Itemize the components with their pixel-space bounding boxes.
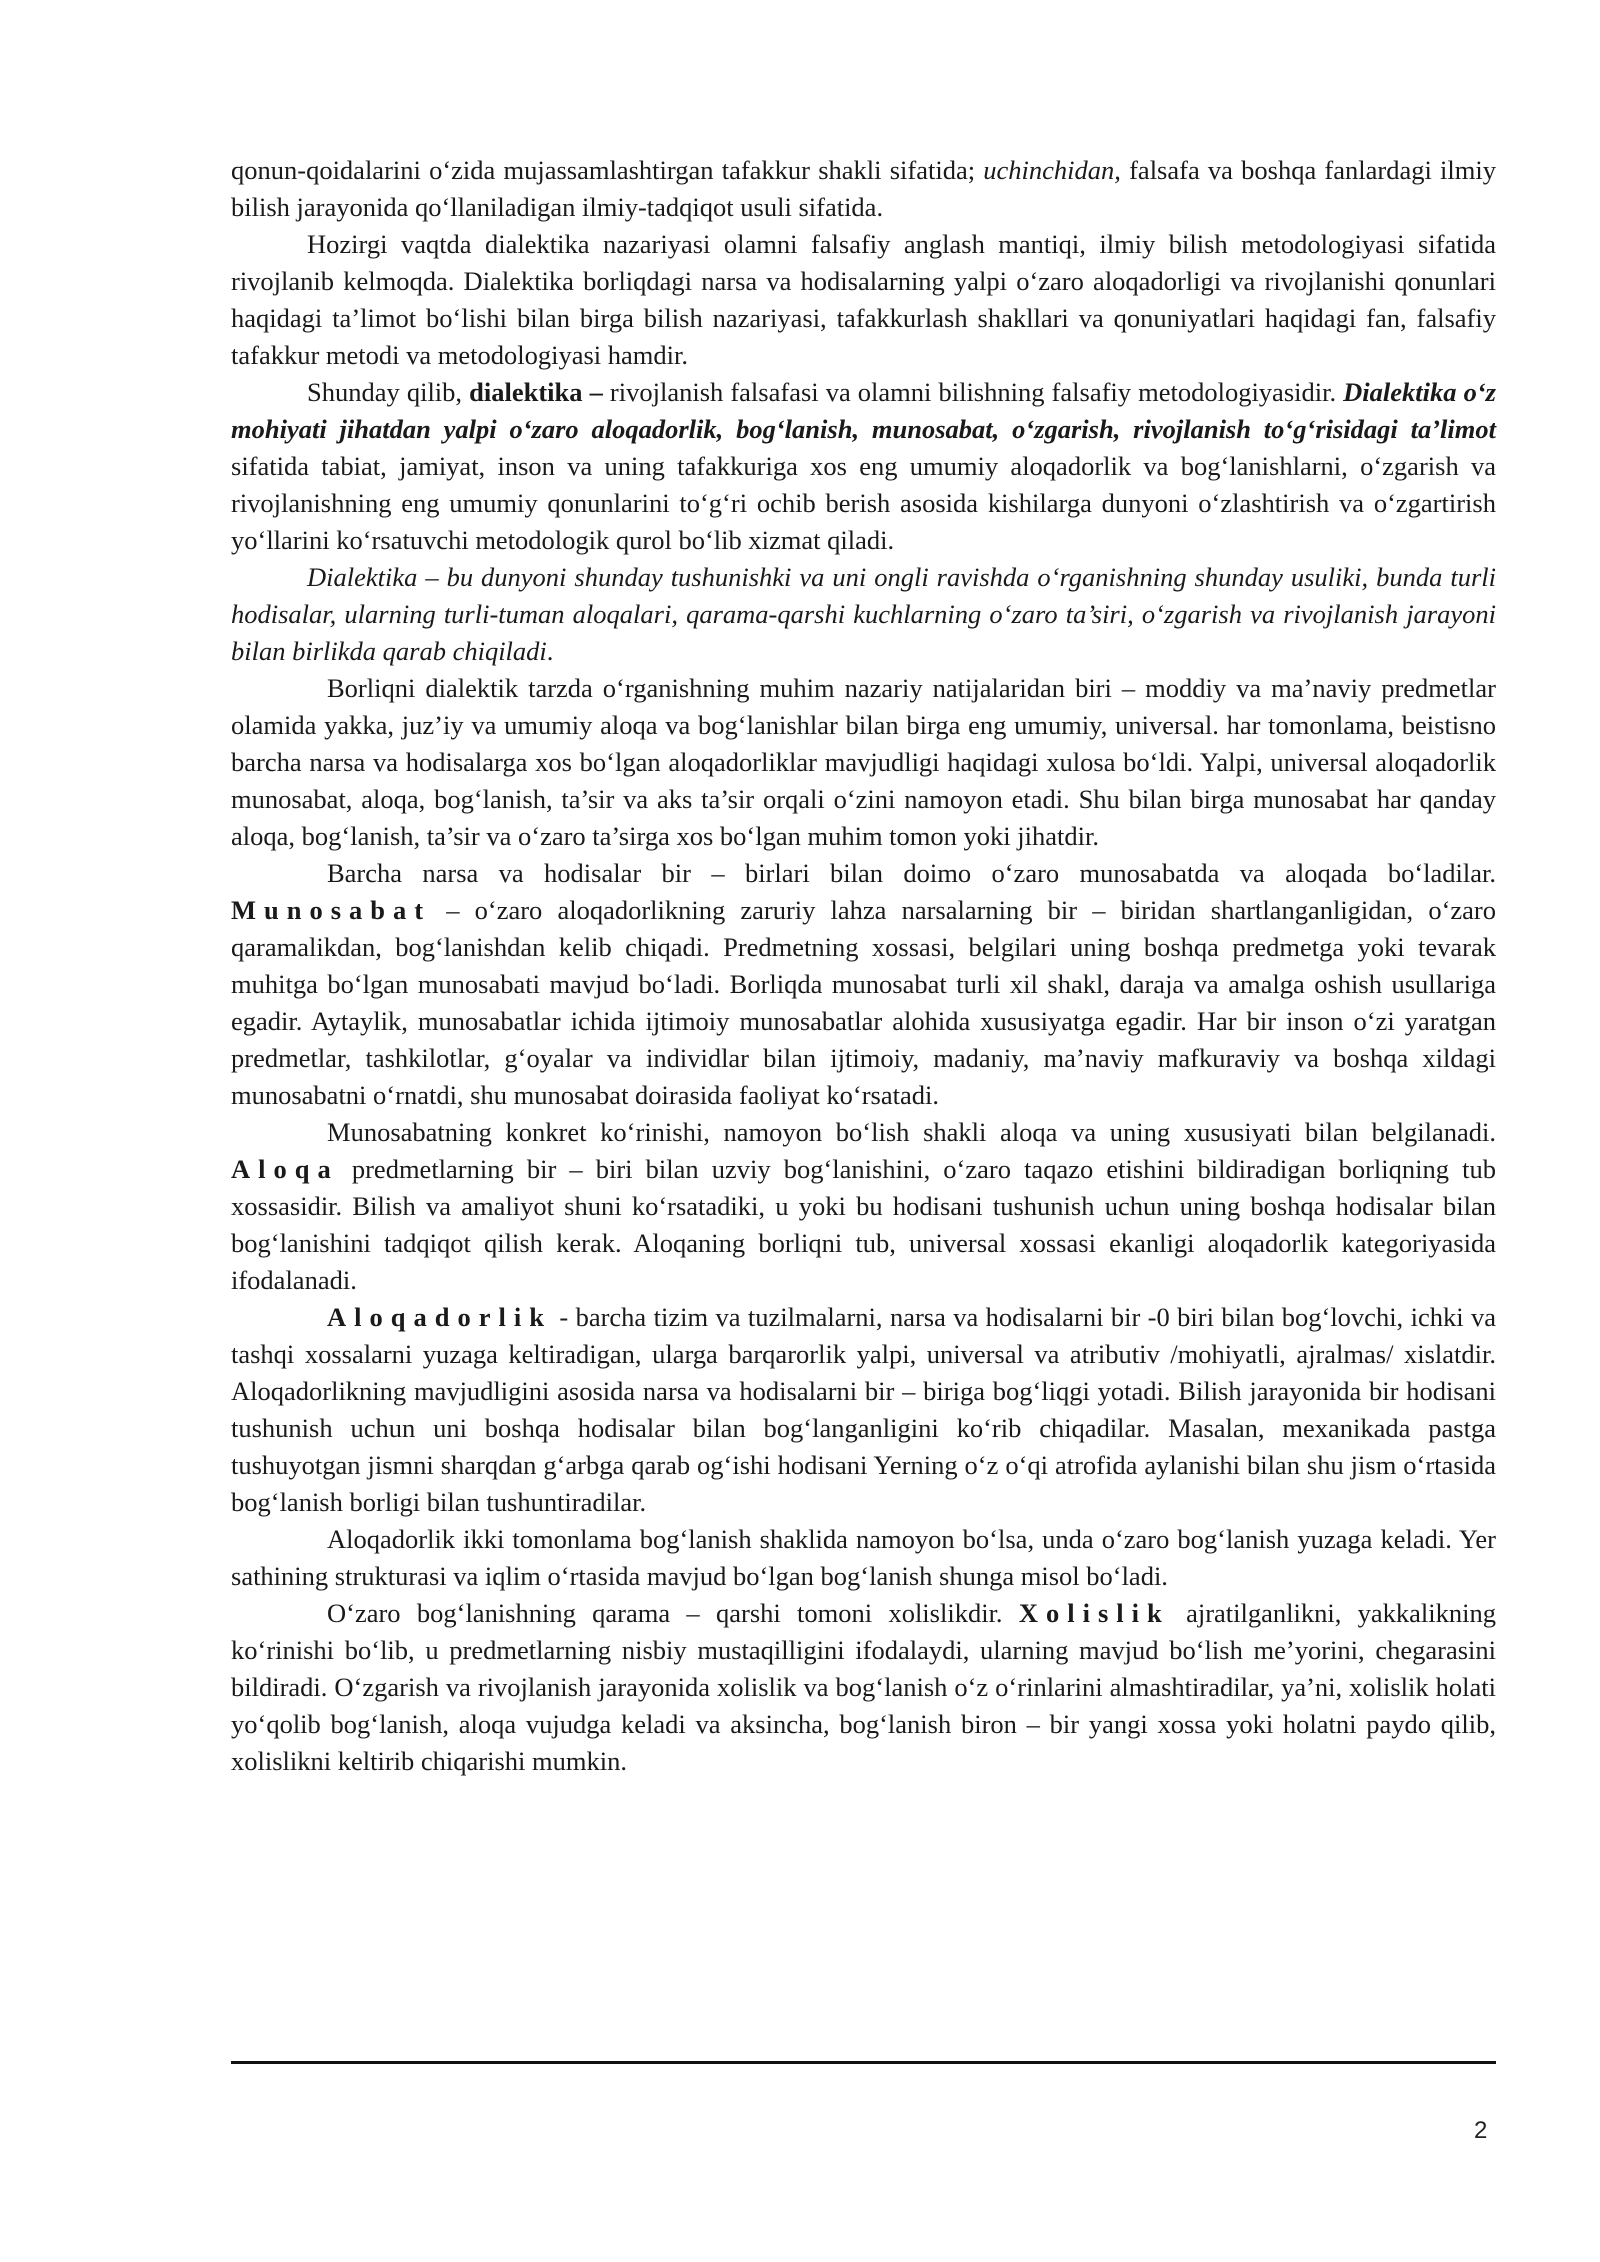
paragraph-3: [231, 374, 1496, 559]
text-run: Shunday qilib,: [307, 377, 470, 407]
text-run: - barcha tizim va tuzilmalarni, narsa va hodisalarni bir -0 biri bilan bog‘lovchi, ichki va tashqi xossalarni yuzaga keltiradigan, ularga barqarorlik yalpi, universal va atributiv /mohiyatli, ajralmas/ xislatdir. Aloqadorlikning mavjudligini asosida narsa va hodisalarni bir – biriga bog‘liqgi yotadi. Bilish jarayonida bir hodisani tushunish uchun uni boshqa hodisalar bilan bog‘langanligini ko‘rib chiqadilar. Masalan, mexanikada pastga tushuyotgan jismni sharqdan g‘arbga qarab og‘ishi hodisani Yerning o‘z o‘qi atrofida aylanishi bilan shu jism o‘rtasida bog‘lanish borligi bilan tushuntiradilar.: [231, 1302, 1496, 1517]
spaced-bold-term: Aloqa: [231, 1154, 339, 1184]
paragraph-2: Hozirgi vaqtda dialektika nazariyasi olamni falsafiy anglash mantiqi, ilmiy bilish metodologiyasi sifatida rivojlanib kelmoqda. Dialektika borliqdagi narsa va hodisalarning yalpi o‘zaro aloqadorligi va rivojlanishi qonunlari haqidagi ta’limot bo‘lishi bilan birga bilish nazariyasi, tafakkurlash shakllari va qonuniyatlari haqidagi fan, falsafiy tafakkur metodi va metodologiyasi hamdir.: [231, 229, 1496, 370]
document-body: [231, 152, 1496, 1780]
paragraph-8: [231, 1299, 1496, 1521]
spaced-bold-term: Xolislik: [1018, 1598, 1170, 1628]
spaced-bold-term: Munosabat: [231, 895, 432, 925]
bold-italic-definition: Dialektika o‘z mohiyati jihatdan yalpi o‘zaro aloqadorlik, bog‘lanish, munosabat, o‘zgarish, rivojlanish to‘g‘risidagi ta’limot: [231, 377, 1496, 444]
text-run: – o‘zaro aloqadorlikning zaruriy lahza narsalarning bir – biridan shartlanganligidan, o‘zaro qaramalikdan, bog‘lanishdan kelib chiqadi. Predmetning xossasi, belgilari uning boshqa predmetga yoki tevarak muhitga bo‘lgan munosabati mavjud bo‘ladi. Borliqda munosabat turli xil shakl, daraja va amalga oshish usullariga egadir. Aytaylik, munosabatlar ichida ijtimoiy munosabatlar alohida xususiyatga egadir. Har bir inson o‘zi yaratgan predmetlar, tashkilotlar, g‘oyalar va individlar bilan ijtimoiy, madaniy, ma’naviy mafkuraviy va boshqa xildagi munosabatni o‘rnatdi, shu munosabat doirasida faoliyat ko‘rsatadi.: [231, 895, 1496, 1110]
text-run: Munosabatning konkret ko‘rinishi, namoyon bo‘lish shakli aloqa va uning xususiyati bilan belgilanadi.: [327, 1117, 1496, 1147]
paragraph-5: Borliqni dialektik tarzda o‘rganishning muhim nazariy natijalaridan biri – moddiy va ma’naviy predmetlar olamida yakka, juz’iy va umumiy aloqa va bog‘lanishlar bilan birga eng umumiy, universal. har tomonlama, beistisno barcha narsa va hodisalarga xos bo‘lgan aloqadorliklar mavjudligi haqidagi xulosa bo‘ldi. Yalpi, universal aloqadorlik munosabat, aloqa, bog‘lanish, ta’sir va aks ta’sir orqali o‘zini namoyon etadi. Shu bilan birga munosabat har qanday aloqa, bog‘lanish, ta’sir va o‘zaro ta’sirga xos bo‘lgan muhim tomon yoki jihatdir.: [231, 673, 1496, 851]
italic-term: uchinchidan,: [983, 155, 1121, 185]
text-run: ajratilganlikni, yakkalikning ko‘rinishi bo‘lib, u predmetlarning nisbiy mustaqilligini ifodalaydi, ularning mavjud bo‘lish me’yorini, chegarasini bildiradi. O‘zgarish va rivojlanish jarayonida xolislik va bog‘lanish o‘z o‘rinlarini almashtiradilar, ya’ni, xolislik holati yo‘qolib bog‘lanish, aloqa vujudga keladi va aksincha, bog‘lanish biron – bir yangi xossa yoki holatni paydo qilib, xolislikni keltirib chiqarishi mumkin.: [231, 1598, 1497, 1776]
paragraph-10: [231, 1595, 1496, 1780]
text-run: qonun-qoidalarini o‘zida mujassamlashtirgan tafakkur shakli sifatida;: [231, 155, 984, 185]
paragraph-4: [231, 559, 1496, 670]
paragraph-6: [231, 855, 1496, 1114]
text-run: Barcha narsa va hodisalar bir – birlari bilan doimo o‘zaro munosabatda va aloqada bo‘ladilar.: [327, 858, 1496, 888]
text-run: falsafa va boshqa fanlardagi ilmiy bilish jarayonida qo‘llaniladigan ilmiy-tadqiqot usuli sifatida.: [231, 155, 1496, 222]
spaced-bold-term: Aloqadorlik: [327, 1302, 552, 1332]
paragraph-9: Aloqadorlik ikki tomonlama bog‘lanish shaklida namoyon bo‘lsa, unda o‘zaro bog‘lanish yuzaga keladi. Yer sathining strukturasi va iqlim o‘rtasida mavjud bo‘lgan bog‘lanish shunga misol bo‘ladi.: [231, 1524, 1496, 1591]
footer-divider: [231, 2061, 1496, 2064]
text-run: O‘zaro bog‘lanishning qarama – qarshi tomoni xolislikdir.: [327, 1598, 1019, 1628]
paragraph-1: [231, 152, 1496, 226]
text-run: rivojlanish falsafasi va olamni bilishning falsafiy metodologiyasidir.: [602, 377, 1344, 407]
text-run: sifatida tabiat, jamiyat, inson va uning tafakkuriga xos eng umumiy aloqadorlik va bog‘lanishlarni, o‘zgarish va rivojlanishning eng umumiy qonunlarini to‘g‘ri ochib berish asosida kishilarga dunyoni o‘zlashtirish va o‘zgartirish yo‘llarini ko‘rsatuvchi metodologik qurol bo‘lib xizmat qiladi.: [231, 451, 1496, 555]
page-number: 2: [1474, 2117, 1488, 2144]
text-run: .: [546, 636, 554, 666]
bold-term: dialektika –: [469, 377, 603, 407]
italic-definition: Dialektika – bu dunyoni shunday tushunishki va uni ongli ravishda o‘rganishning shunday usuliki, bunda turli hodisalar, ularning turli-tuman aloqalari, qarama-qarshi kuchlarning o‘zaro ta’siri, o‘zgarish va rivojlanish jarayoni bilan birlikda qarab chiqiladi: [231, 562, 1496, 666]
paragraph-7: [231, 1114, 1496, 1299]
text-run: predmetlarning bir – biri bilan uzviy bog‘lanishini, o‘zaro taqazo etishini bildiradigan borliqning tub xossasidir. Bilish va amaliyot shuni ko‘rsatadiki, u yoki bu hodisani tushunish uchun uning boshqa hodisalar bilan bog‘lanishini tadqiqot qilish kerak. Aloqaning borliqni tub, universal xossasi ekanligi aloqadorlik kategoriyasida ifodalanadi.: [231, 1154, 1496, 1295]
